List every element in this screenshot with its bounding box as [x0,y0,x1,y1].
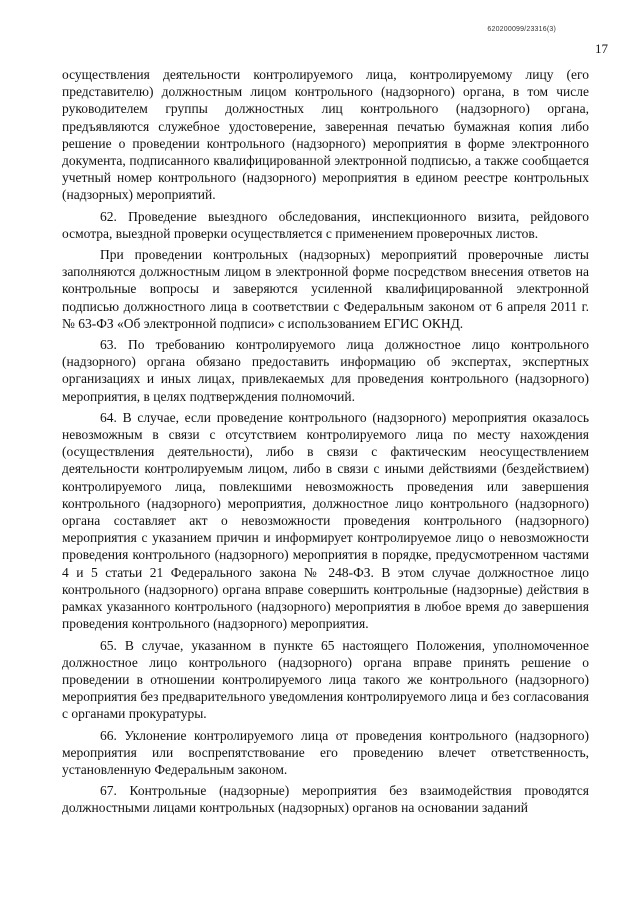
document-body [62,66,589,821]
paragraph-64: 64. В случае, если проведение контрольного (надзорного) мероприятия оказалось невозможным в связи с отсутствием контролируемого лица по месту нахождения (осуществления деятельности), либо в связи с фактическим неосуществлением деятельности контролируемым лицом, либо в связи с иными действиями (бездействием) контролируемого лица, повлекшими невозможность проведения или завершения контрольного (надзорного) мероприятия, должностное лицо контрольного (надзорного) органа составляет акт о невозможности проведения контрольного (надзорного) мероприятия с указанием причин и информирует контролируемое лицо о невозможности проведения контрольного (надзорного) мероприятия в порядке, предусмотренном частями 4 и 5 статьи 21 Федерального закона № 248-ФЗ. В этом случае должностное лицо контрольного (надзорного) органа вправе совершить контрольные (надзорные) действия в рамках указанного контрольного (надзорного) мероприятия в любое время до завершения проведения контрольного (надзорного) мероприятия. [62,409,589,632]
paragraph-continuation: осуществления деятельности контролируемого лица, контролируемому лицу (его представителю) должностным лицом контрольного (надзорного) органа, в том числе руководителем группы должностных лиц контрольного (надзорного) органа, предъявляются служебное удостоверение, заверенная печатью бумажная копия либо решение о проведении контрольного (надзорного) мероприятия в форме электронного документа, подписанного квалифицированной электронной подписью, а также сообщается учетный номер контрольного (надзорного) мероприятия в едином реестре контрольных (надзорных) мероприятий. [62,67,589,203]
paragraph-66: 66. Уклонение контролируемого лица от проведения контрольного (надзорного) мероприятия или воспрепятствование его проведению влечет ответственность, установленную Федеральным законом. [62,727,589,777]
paragraph-65: 65. В случае, указанном в пункте 65 настоящего Положения, уполномоченное должностное лицо контрольного (надзорного) органа вправе принять решение о проведении в отношении контролируемого лица такого же контрольного (надзорного) мероприятия без предварительного уведомления контролируемого лица и без согласования с органами прокуратуры. [62,637,589,722]
document-code: 620200099/23316(3) [487,26,556,33]
paragraph-67: 67. Контрольные (надзорные) мероприятия без взаимодействия проводятся должностными лицами контрольных (надзорных) органов на основании заданий [62,783,589,816]
paragraph-63: 63. По требованию контролируемого лица должностное лицо контрольного (надзорного) органа обязано предоставить информацию об экспертах, экспертных организациях и иных лицах, привлекаемых для проведения контрольного (надзорного) мероприятия, в целях подтверждения полномочий. [62,337,589,404]
page-number: 17 [595,41,608,56]
paragraph-62: 62. Проведение выездного обследования, инспекционного визита, рейдового осмотра, выездной проверки осуществляется с применением проверочных листов. [62,208,589,241]
paragraph-62-checklists: При проведении контрольных (надзорных) мероприятий проверочные листы заполняются должностным лицом в электронной форме посредством внесения ответов на контрольные вопросы и заверяются усиленной квалифицированной электронной подписью должностного лица в соответствии с Федеральным законом от 6 апреля 2011 г. № 63-ФЗ «Об электронной подписи» с использованием ЕГИС ОКНД. [62,247,589,331]
